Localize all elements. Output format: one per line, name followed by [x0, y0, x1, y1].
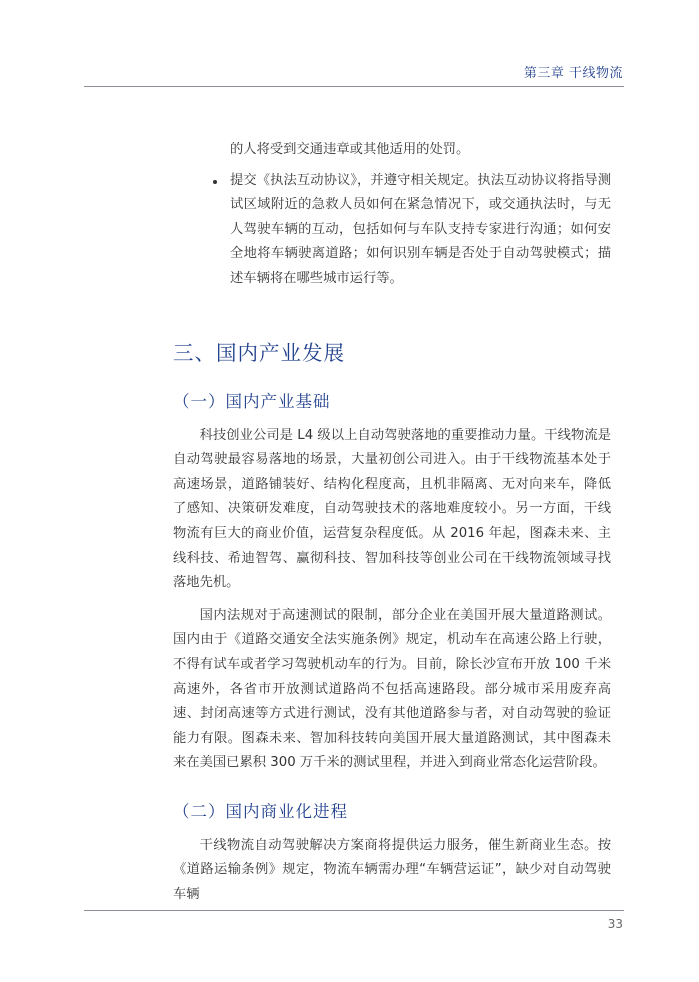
subsection-heading-1: （一）国内产业基础 — [173, 391, 331, 411]
subsection-heading-2: （二）国内商业化进程 — [173, 801, 348, 821]
section-heading: 三、国内产业发展 — [173, 340, 345, 365]
footer-divider — [84, 910, 624, 911]
paragraph-3: 干线物流自动驾驶解决方案商将提供运力服务，催生新商业生态。按《道路运输条例》规定，物流车辆需办理“车辆营运证”，缺少对自动驾驶车辆 — [173, 837, 611, 903]
header-divider — [84, 86, 624, 87]
page-content — [173, 138, 611, 908]
bullet-text: 提交《执法互动协议》，并遵守相关规定。执法互动协议将指导测试区域附近的急救人员如何在紧急情况下，或交通执法时，与无人驾驶车辆的互动，包括如何与车队支持专家进行沟通；如何安全地将车辆驶离道路；如何识别车辆是否处于自动驾驶模式；描述车辆将在哪些城市运行等。 — [230, 172, 611, 286]
paragraph-2: 国内法规对于高速测试的限制，部分企业在美国开展大量道路测试。国内由于《道路交通安全法实施条例》规定，机动车在高速公路上行驶，不得有试车或者学习驾驶机动车的行为。目前，除长沙宣布开放 100 千米高速外，各省市开放测试道路尚不包括高速路段。部分城市采用废弃高速、封闭高速等方式进行测试，没有其他道路参与者，对自动驾驶的验证能力有限。图森未来、智加科技转向美国开展大量道路测试，其中图森未来在美国已累积 300 万千米的测试里程，并进入到商业常态化运营阶段。 — [173, 607, 611, 771]
chapter-header: 第三章 干线物流 — [523, 66, 623, 81]
paragraph-1: 科技创业公司是 L4 级以上自动驾驶落地的重要推动力量。干线物流是自动驾驶最容易落地的场景，大量初创公司进入。由于干线物流基本处于高速场景，道路铺装好、结构化程度高，且机非隔离、无对向来车，降低了感知、决策研发难度，自动驾驶技术的落地难度较小。另一方面，干线物流有巨大的商业价值，运营复杂程度低。从 2016 年起，图森未来、主线科技、希迪智驾、赢彻科技、智加科技等创业公司在干线物流领域寻找落地先机。 — [173, 427, 611, 591]
bullet-item — [173, 169, 611, 292]
continuation-text: 的人将受到交通违章或其他适用的处罚。 — [230, 142, 470, 157]
page-number: 33 — [607, 917, 623, 931]
bullet-dot-icon — [213, 180, 217, 184]
